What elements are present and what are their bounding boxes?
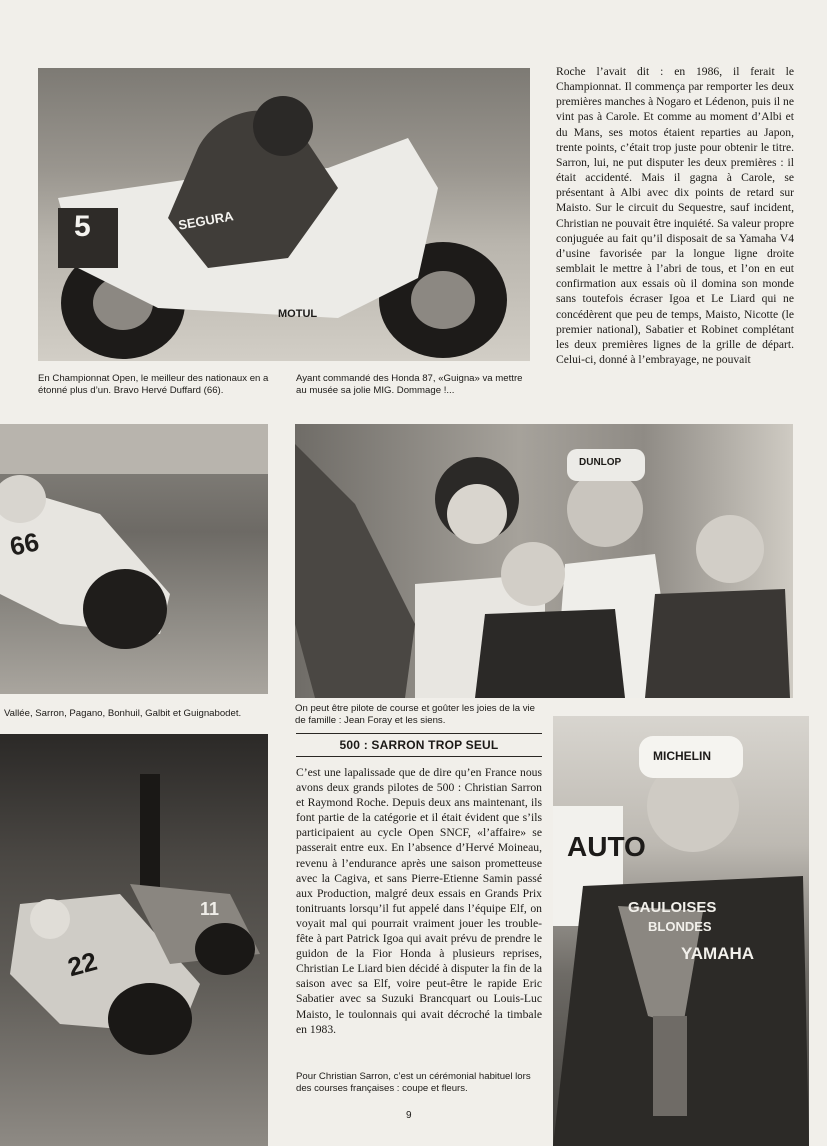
cap-logo-michelin: MICHELIN bbox=[653, 749, 711, 763]
page-number: 9 bbox=[406, 1110, 412, 1121]
heading-rule-bottom bbox=[296, 756, 542, 757]
jacket-text-yamaha: YAMAHA bbox=[681, 944, 755, 963]
article-top-right-column: Roche l’avait dit : en 1986, il ferait le Championnat. Il commença par remporter les deux premières manches à Nogaro et Lédenon, puis il ne vint pas à Carole. Et comme au moment d’Albi et du Mans, ses motos étaient reparties au Japon, trente points, c’était trop juste pour obtenir le titre. Sarron, lui, ne put disputer les deux premières : il était accidenté. Mais il gagna à Carole, se présentant à Albi avec dix points de retard sur Maisto. Sur le circuit du Sequestre, sauf incident, Christian ne pouvait être inquiété. Sa valeur propre conjuguée au fait qu’il disposait de sa Yamaha V4 d’usine favorisée par la longue ligne droite semblait le mettre à l’abri de tous, et l’on en eut confirmation aux essais où il domina son monde sans toutefois écraser Igoa et Le Liard qui ne concédèrent que peu de temps, Maisto, Nicotte (le premier national), Sabatier et Robinet complétant les deux premières lignes de la grille de départ. Celui-ci, donné à l’embrayage, ne pouvait bbox=[556, 65, 794, 366]
article-500-body: C’est une lapalissade que de dire qu’en France nous avons deux grands pilotes de 500 : Christian Sarron et Raymond Roche. Depuis deux ans maintenant, ils font partie de la catégorie et il était évident que s’ils participaient au cycle Open SNCF, «l’affaire» se passerait entre eux. En l’absence d’Hervé Moineau, revenu à l’endurance après une saison prometteuse avec la Cagiva, et sans Pierre-Etienne Samin passé aux Production, malgré deux essais en Grands Prix tonitruants lorsqu’il fut appelé dans l’équipe Elf, on voyait mal qui pourrait vraiment jouer les trouble-fête à part Patrick Igoa qui avait prévu de prendre le guidon de la Fior Honda à plusieurs reprises, Christian Le Liard bien décidé à disputer la fin de la saison avec sa Elf, voire peut-être le rapide Eric Sabatier avec sa Suzuki Brancquart ou Louis-Luc Maisto, le toulonnais qui avait décroché la timbale en 1983. bbox=[296, 766, 542, 1036]
photo-sarron-trophy bbox=[553, 716, 809, 1146]
photo-rider-66 bbox=[0, 424, 268, 694]
bike-number-22: 22 bbox=[64, 945, 101, 983]
bg-sign-auto: AUTO bbox=[567, 831, 646, 862]
caption-sarron: Pour Christian Sarron, c’est un cérémonial habituel lors des courses françaises : coupe et fleurs. bbox=[296, 1071, 531, 1094]
jacket-text-gauloises: GAULOISES bbox=[628, 899, 717, 916]
section-heading-500: 500 : SARRON TROP SEUL bbox=[339, 738, 499, 752]
bike-number-11: 11 bbox=[200, 899, 220, 919]
heading-rule-top bbox=[296, 733, 542, 734]
photo-riders-pack bbox=[0, 734, 268, 1146]
jacket-text-blondes: BLONDES bbox=[648, 919, 712, 934]
photo-segura-bike bbox=[38, 68, 530, 361]
caption-foray: On peut être pilote de course et goûter les joies de la vie de famille : Jean Foray et les siens. bbox=[295, 703, 535, 726]
caption-vallee: Vallée, Sarron, Pagano, Bonhuil, Galbit et Guignabodet. bbox=[4, 708, 242, 719]
cap-logo-dunlop: DUNLOP bbox=[579, 457, 622, 468]
bike-sponsor-segura: SEGURA bbox=[177, 208, 235, 233]
caption-duffard: En Championnat Open, le meilleur des nationaux en a étonné plus d’un. Bravo Hervé Duffard (66). bbox=[38, 373, 269, 396]
bike-number-5: 5 bbox=[74, 210, 91, 243]
caption-guigna: Ayant commandé des Honda 87, «Guigna» va mettre au musée sa jolie MIG. Dommage !... bbox=[296, 373, 523, 396]
bike-number-66: 66 bbox=[7, 526, 42, 562]
bike-brand-motul: MOTUL bbox=[278, 308, 318, 320]
photo-foray-family bbox=[295, 424, 793, 698]
